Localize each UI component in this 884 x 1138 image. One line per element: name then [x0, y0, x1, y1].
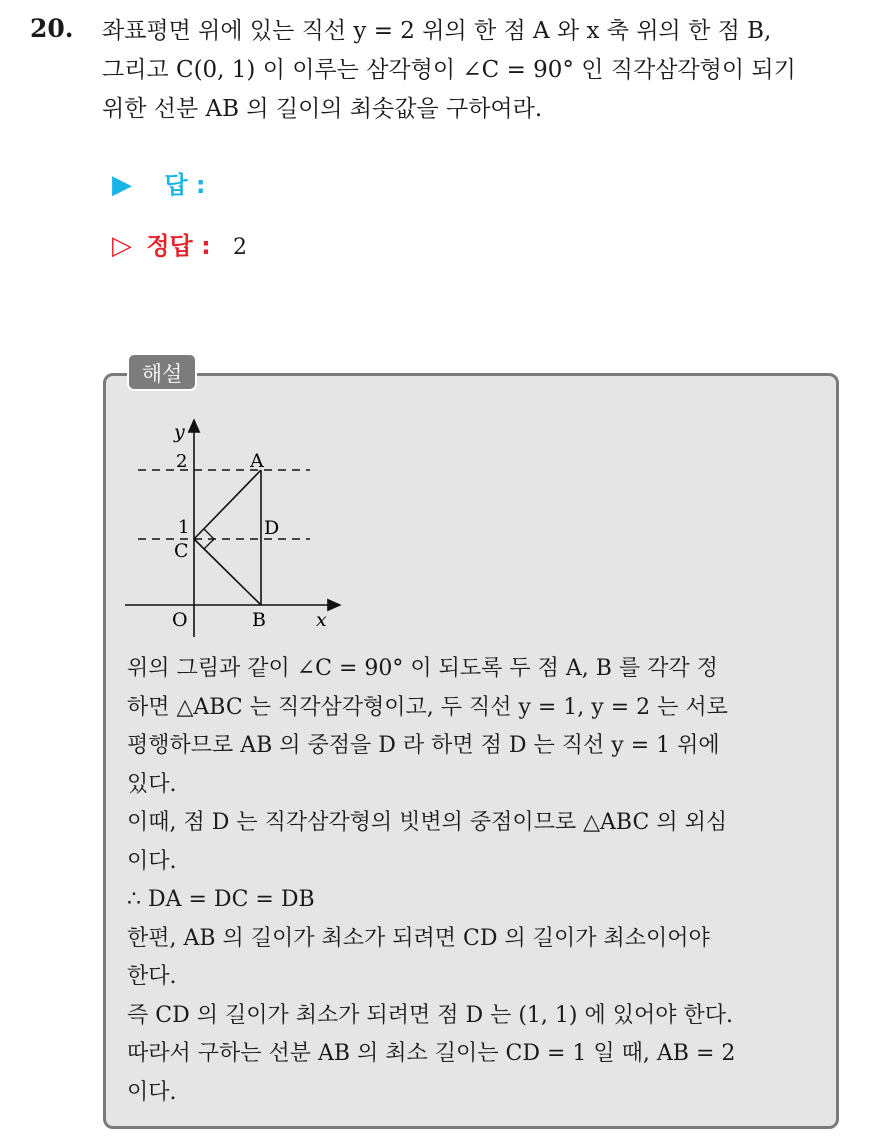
answer-label: 답 : — [164, 171, 206, 199]
outline-triangle-icon: ▷ — [112, 231, 132, 261]
question-line-3: 위한 선분 AB 의 길이의 최솟값을 구하여라. — [102, 96, 543, 122]
tick-2-label: 2 — [176, 451, 188, 472]
solution-line-4: 있다. — [127, 771, 177, 797]
point-a-label: A — [250, 450, 264, 472]
point-c-label: C — [174, 540, 189, 562]
correct-answer-label: 정답 : — [146, 232, 211, 260]
solution-line-3: 평행하므로 AB 의 중점을 D 라 하면 점 D 는 직선 y = 1 위에 — [127, 733, 720, 758]
solution-line-7: ∴ DA = DC = DB — [127, 887, 315, 912]
answer-row — [112, 165, 220, 200]
solution-line-10: 즉 CD 의 길이가 최소가 되려면 점 D 는 (1, 1) 에 있어야 한다. — [127, 1002, 733, 1028]
solution-tag: 해설 — [127, 353, 197, 391]
solution-line-9: 한다. — [127, 964, 177, 989]
origin-label: O — [172, 609, 188, 631]
y-axis-label: y — [174, 421, 185, 443]
solution-line-6: 이다. — [127, 848, 177, 874]
solution-line-1: 위의 그림과 같이 ∠C = 90° 이 되도록 두 점 A, B 를 각각 정 — [127, 656, 718, 681]
point-d-label: D — [264, 517, 280, 539]
correct-answer-row — [112, 226, 247, 261]
solution-line-2: 하면 △ABC 는 직각삼각형이고, 두 직선 y = 1, y = 2 는 서로 — [127, 694, 728, 720]
solution-figure — [120, 412, 350, 637]
question-text — [102, 12, 872, 129]
question-number: 20. — [30, 14, 74, 43]
question-line-2: 그리고 C(0, 1) 이 이루는 삼각형이 ∠C = 90° 인 직각삼각형이 되기 — [102, 57, 796, 83]
question-line-1: 좌표평면 위에 있는 직선 y = 2 위의 한 점 A 와 x 축 위의 한 점 B, — [102, 18, 772, 44]
play-triangle-icon: ▶ — [112, 170, 132, 200]
solution-text — [127, 650, 832, 1112]
x-axis-label: x — [316, 609, 327, 631]
solution-line-12: 이다. — [127, 1079, 177, 1105]
solution-line-5: 이때, 점 D 는 직각삼각형의 빗변의 중점이므로 △ABC 의 외심 — [127, 810, 728, 835]
correct-answer-value: 2 — [233, 235, 248, 260]
point-b-label: B — [252, 609, 266, 631]
solution-line-11: 따라서 구하는 선분 AB 의 최소 길이는 CD = 1 일 때, AB = 2 — [127, 1041, 736, 1066]
segment-ca — [194, 470, 261, 539]
solution-line-8: 한편, AB 의 길이가 최소가 되려면 CD 의 길이가 최소이어야 — [127, 925, 710, 951]
tick-1-label: 1 — [178, 517, 190, 538]
